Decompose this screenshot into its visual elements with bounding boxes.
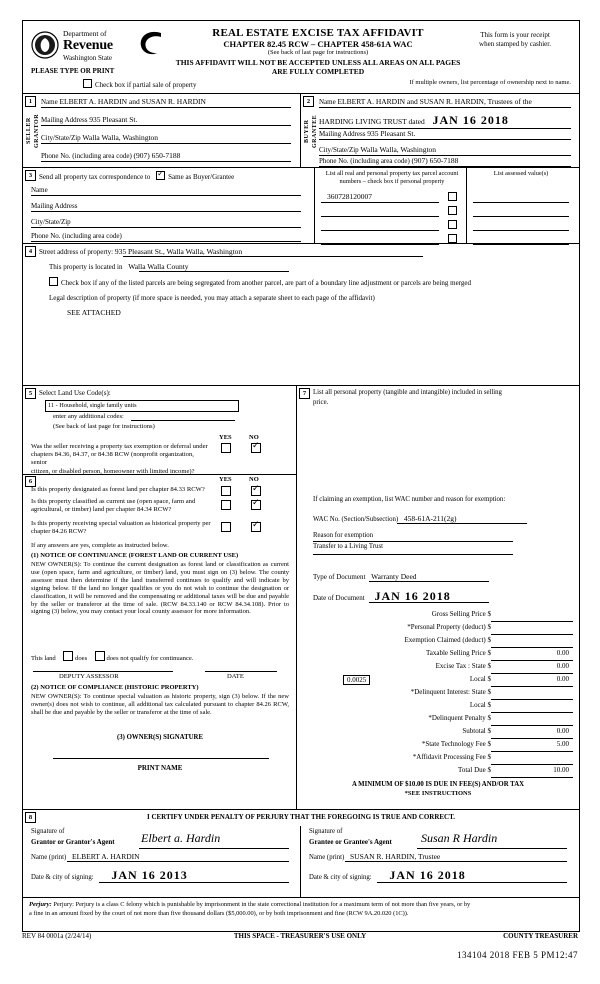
grantor-signature-block xyxy=(23,826,301,898)
reason-exemption-value[interactable]: Transfer to a Living Trust xyxy=(313,543,383,550)
parcel-personal-checkbox-2[interactable] xyxy=(448,206,457,215)
department-name xyxy=(63,29,113,62)
land-does-label: does xyxy=(75,655,88,662)
fee-row xyxy=(297,662,579,675)
tax-correspondence-section xyxy=(23,167,579,243)
perjury-line2: a fine in an amount fixed by the court of not more than five thousand dollars ($5,000.00), or by both imprisonment and fine (RCW 9A.20.020 (1C)). xyxy=(29,909,409,917)
seller-name-value[interactable]: ELBERT A. HARDIN and SUSAN R. HARDIN xyxy=(59,97,206,106)
deputy-date-label: DATE xyxy=(227,673,244,680)
legal-description-value[interactable]: SEE ATTACHED xyxy=(67,308,121,317)
fee-label-6: *Delinquent Interest: State $ xyxy=(410,688,491,696)
perjury-line1: Perjury: Perjury is a class C felony which is punishable by imprisonment in the state correctional institution for a maximum term of not more than five years, or by xyxy=(53,901,471,908)
box6-no-header: NO xyxy=(249,476,259,483)
fee-row xyxy=(297,740,579,753)
form-revision: REV 84 0001a (2/24/14) xyxy=(22,932,92,940)
minimum-due-line1: A MINIMUM OF $10.00 IS DUE IN FEE(S) AND/OR TAX xyxy=(351,781,525,788)
grantor-name-label: Name (print) xyxy=(31,854,67,861)
form-chapter: CHAPTER 82.45 RCW – CHAPTER 458-61A WAC xyxy=(223,39,413,49)
parcel-header-line2: numbers – check box if personal property xyxy=(339,177,445,185)
grantor-signature[interactable]: Elbert a. Hardin xyxy=(141,831,221,845)
seller-phone-label: Phone No. (including area code) xyxy=(41,152,132,160)
box6-q2-yes-checkbox[interactable] xyxy=(221,500,231,510)
grantee-sig-label2: Grantee or Grantee's Agent xyxy=(309,838,392,846)
box6-q1-no-checkbox[interactable] xyxy=(251,486,261,496)
certification-section xyxy=(23,809,579,897)
buyer-name-value[interactable]: ELBERT A. HARDIN and SUSAN R. HARDIN, Trustees of the xyxy=(337,97,532,106)
lower-section xyxy=(23,385,579,809)
fee-table xyxy=(297,610,579,779)
legal-description-label: Legal description of property (if more space is needed, you may attach a separate sheet to each page of the affidavit) xyxy=(49,294,375,302)
land-use-title: Select Land Use Code(s): xyxy=(39,389,111,397)
fee-value-9[interactable]: 0.00 xyxy=(556,727,569,735)
see-back-note: (See back of last page for instructions) xyxy=(267,49,369,56)
box6-question-2: Is this property classified as current use (open space, farm and agricultural, or timber) land per chapter 84.34 RCW? xyxy=(31,498,196,514)
seller-box-number: 1 xyxy=(25,96,36,107)
segregated-label: Check box if any of the listed parcels are being segregated from another parcel, are part of a boundary line adjustment or parcels are being merged xyxy=(61,279,471,287)
buyer-mailing-label: Mailing Address xyxy=(319,130,366,138)
grantor-sig-label1: Signature of xyxy=(31,828,65,835)
box5-question-line3: citizen, or disabled person, homeowner with limited income)? xyxy=(31,467,195,475)
street-address-label: Street address of property: xyxy=(39,248,114,256)
notice-compliance-text: NEW OWNER(S): To continue special valuation as historic property, sign (3) below. If the new owner(s) does not wish to continue, all additional tax calculated pursuant to chapter 84.26 RCW, shall be due and payable by the seller or transferor at the time of sale. xyxy=(31,692,289,716)
buyer-date-stamp: JAN 16 2018 xyxy=(432,113,509,127)
county-treasurer-label: COUNTY TREASURER xyxy=(503,932,578,940)
buyer-phone-value[interactable]: (907) 650-7188 xyxy=(411,156,459,165)
exemption-claim-label: If claiming an exemption, list WAC number and reason for exemption: xyxy=(313,496,506,503)
located-in-value[interactable]: Walla Walla County xyxy=(128,262,189,271)
segregated-checkbox[interactable] xyxy=(49,277,58,286)
fee-row xyxy=(297,766,579,779)
fee-label-11: *Affidavit Processing Fee $ xyxy=(412,753,491,761)
receipt-line1: This form is your receipt xyxy=(480,31,550,39)
parcel-header-line1: List all real and personal property tax parcel account xyxy=(325,170,459,177)
box6-yes-header: YES xyxy=(219,476,232,483)
perjury-notice: Perjury: Perjury: Perjury is a class C felony which is punishable by imprisonment in the state correctional institution for a maximum term of not more than five years, or by a fine in an amount fixed by the court of not more than five thousand dollars ($5,000.00), or by both imprisonment and fine (RCW 9A.20.020 (1C)). xyxy=(23,897,579,931)
buyer-citystatezip-value[interactable]: Walla Walla, Washington xyxy=(360,145,437,154)
reason-exemption-label: Reason for exemption xyxy=(313,532,374,539)
fee-label-9: Subtotal $ xyxy=(462,727,491,735)
certify-statement: I CERTIFY UNDER PENALTY OF PERJURY THAT THE FOREGOING IS TRUE AND CORRECT. xyxy=(146,813,455,821)
grantee-signature-block xyxy=(301,826,579,898)
box6-number: 6 xyxy=(25,476,36,487)
form-notice: THIS AFFIDAVIT WILL NOT BE ACCEPTED UNLESS ALL AREAS ON ALL PAGES ARE FULLY COMPLETED xyxy=(175,58,461,76)
assessed-values-column xyxy=(467,168,579,243)
grantee-sig-label1: Signature of xyxy=(309,828,343,835)
grantor-sig-label2: Grantor or Grantor's Agent xyxy=(31,838,115,846)
fee-row xyxy=(297,714,579,727)
grantor-date-label: Date & city of signing: xyxy=(31,874,94,881)
document-type-label: Type of Document xyxy=(313,573,366,581)
assessed-header: List assessed value(s) xyxy=(493,170,549,177)
property-address-section xyxy=(23,243,579,385)
correspondence-citystatezip-label: City/State/Zip xyxy=(31,218,71,226)
form-title-block xyxy=(173,27,463,76)
fee-value-3[interactable]: 0.00 xyxy=(556,649,569,657)
box6-if-any: If any answers are yes, complete as instructed below. xyxy=(31,542,169,549)
additional-codes-label: enter any additional codes: xyxy=(53,413,124,420)
buyer-name-value2[interactable]: HARDING LIVING TRUST dated xyxy=(319,117,425,126)
fee-row xyxy=(297,688,579,701)
correspondence-phone-label: Phone No. (including area code) xyxy=(31,232,122,240)
minimum-due-line2: *SEE INSTRUCTIONS xyxy=(404,790,472,797)
box5-number: 5 xyxy=(25,388,36,399)
seller-mailing-value[interactable]: 935 Pleasant St. xyxy=(89,115,138,124)
fee-row xyxy=(297,701,579,714)
document-date-label: Date of Document xyxy=(313,594,365,602)
revenue-swirl-icon xyxy=(135,27,169,61)
located-in-label: This property is located in xyxy=(49,263,123,271)
box5-no-checkbox[interactable] xyxy=(251,443,261,453)
document-date-value: JAN 16 2018 xyxy=(374,589,451,603)
department-line3: Washington State xyxy=(63,54,113,62)
fee-row xyxy=(297,649,579,662)
correspondence-left xyxy=(23,168,315,243)
grantee-name-value[interactable]: SUSAN R. HARDIN, Trustee xyxy=(350,852,441,861)
form-title: REAL ESTATE EXCISE TAX AFFIDAVIT xyxy=(212,27,424,39)
fee-value-5[interactable]: 0.00 xyxy=(556,675,569,683)
buyer-name-label: Name xyxy=(319,98,336,106)
form-header xyxy=(23,21,579,93)
document-type-value[interactable]: Warranty Deed xyxy=(371,572,417,581)
washington-state-seal-icon xyxy=(31,31,59,59)
seller-mailing-label: Mailing Address xyxy=(41,116,88,124)
parcel-personal-checkbox-1[interactable] xyxy=(448,192,457,201)
seller-citystatezip-label: City/State/Zip xyxy=(41,134,81,142)
correspondence-name-label: Name xyxy=(31,186,48,194)
box6-question-1: Is this property designated as forest land per chapter 84.33 RCW? xyxy=(31,486,205,493)
left-column xyxy=(23,386,297,809)
qualify-label: qualify for continuance. xyxy=(130,655,194,662)
box5-question-line2: chapters 84.36, 84.37, or 84.38 RCW (nonprofit organization, senior xyxy=(31,451,194,467)
partial-sale-option[interactable] xyxy=(83,79,196,89)
seller-phone-value[interactable]: (907) 650-7188 xyxy=(133,151,181,160)
seller-section xyxy=(23,93,301,167)
seller-vertical-label: SELLER GRANTOR xyxy=(26,113,40,149)
print-name-label: PRINT NAME xyxy=(137,764,183,772)
fee-value-10[interactable]: 5.00 xyxy=(556,740,569,748)
box5-yes-checkbox[interactable] xyxy=(221,443,231,453)
land-use-code-select[interactable] xyxy=(45,400,239,412)
fee-label-8: *Delinquent Penalty $ xyxy=(428,714,491,722)
fee-label-10: *State Technology Fee $ xyxy=(421,740,491,748)
box7-number: 7 xyxy=(299,388,310,399)
street-address-value[interactable]: 935 Pleasant St., Walla Walla, Washington xyxy=(114,247,243,256)
parcel-personal-checkbox-4[interactable] xyxy=(448,234,457,243)
department-line1: Department of xyxy=(63,29,107,38)
fee-row xyxy=(297,636,579,649)
land-use-code-value: 11 - Household, single family units xyxy=(48,402,137,409)
deputy-assessor-label: DEPUTY ASSESSOR xyxy=(59,673,119,680)
fee-row xyxy=(297,727,579,740)
fee-row xyxy=(297,753,579,766)
fee-label-2: Exemption Claimed (deduct) $ xyxy=(404,636,491,644)
grantee-name-label: Name (print) xyxy=(309,854,345,861)
box5-yes-header: YES xyxy=(219,434,232,441)
same-as-buyer-label: Same as Buyer/Grantee xyxy=(168,173,235,181)
grantor-name-value[interactable]: ELBERT A. HARDIN xyxy=(72,852,140,861)
fee-row xyxy=(297,623,579,636)
box5-no-header: NO xyxy=(249,434,259,441)
land-does-checkbox[interactable] xyxy=(63,651,73,661)
seller-name-label: Name xyxy=(41,98,58,106)
box5-question-line1: Was the seller receiving a property tax exemption or deferral under xyxy=(31,443,208,450)
grantee-signature[interactable]: Susan R Hardin xyxy=(421,831,498,845)
box6-q2-no-checkbox[interactable] xyxy=(251,500,261,510)
box4-number: 4 xyxy=(25,246,36,257)
correspondence-mailing-label: Mailing Address xyxy=(31,202,78,210)
fee-row xyxy=(297,610,579,623)
fee-label-1: *Personal Property (deduct) $ xyxy=(407,623,491,631)
type-or-print-label: PLEASE TYPE OR PRINT xyxy=(31,67,115,75)
this-land-label: This land xyxy=(31,655,56,662)
grantee-date-value: JAN 16 2018 xyxy=(389,868,466,882)
owner-signature-heading: (3) OWNER(S) SIGNATURE xyxy=(117,734,203,741)
box5-see-back: (See back of last page for instructions) xyxy=(53,423,155,430)
send-correspondence-label: Send all property tax correspondence to xyxy=(39,173,151,181)
notice-continuance-text: NEW OWNER(S): To continue the current designation as forest land or classification as current use (open space, farm and agriculture, or timber) land, you must sign on (3) below. The county assessor must then determine if the land transferred continues to qualify and will indicate by signing below. If the land no longer qualifies or you do not wish to continue the designation or classification, it will be removed and the compensating or additional taxes will be due and payable by the seller or transferor at the time of sale. (RCW 84.33.140 or RCW 84.34.108). Prior to signing (3) below, you may contact your local county assessor for more information. xyxy=(31,560,289,616)
excise-tax-rate[interactable]: 0.0025 xyxy=(343,675,370,685)
buyer-section xyxy=(301,93,579,167)
personal-property-line2: price. xyxy=(313,399,329,406)
box3-number: 3 xyxy=(25,170,36,181)
treasurer-use-label: THIS SPACE - TREASURER'S USE ONLY xyxy=(233,932,367,940)
personal-property-line1: List all personal property (tangible and intangible) included in selling xyxy=(313,389,502,396)
box6-question-3: Is this property receiving special valuation as historical property per chapter 84.26 RCW? xyxy=(31,520,211,536)
seller-citystatezip-value[interactable]: Walla Walla, Washington xyxy=(82,133,159,142)
right-column xyxy=(297,386,579,809)
partial-sale-checkbox[interactable] xyxy=(83,79,92,88)
land-does-not-checkbox[interactable] xyxy=(95,651,105,661)
fee-label-4: Excise Tax : State $ xyxy=(435,662,491,670)
buyer-citystatezip-label: City/State/Zip xyxy=(319,146,359,154)
same-as-buyer-checkbox[interactable] xyxy=(156,171,165,180)
grantor-date-value: JAN 16 2013 xyxy=(111,868,188,882)
wac-number-value[interactable]: 458-61A-211(2g) xyxy=(403,514,457,523)
receipt-line2: when stamped by cashier. xyxy=(479,40,551,49)
department-line2: Revenue xyxy=(63,38,113,53)
fee-value-4[interactable]: 0.00 xyxy=(556,662,569,670)
box6-q3-yes-checkbox[interactable] xyxy=(221,522,231,532)
box6-q3-no-checkbox[interactable] xyxy=(251,522,261,532)
grantee-date-label: Date & city of signing: xyxy=(309,874,372,881)
notice-continuance-heading: (1) NOTICE OF CONTINUANCE (FOREST LAND OR CURRENT USE) xyxy=(31,552,239,559)
fee-label-5: Local $ xyxy=(469,675,491,683)
fee-label-7: Local $ xyxy=(469,701,491,709)
buyer-phone-label: Phone No. (including area code) xyxy=(319,157,410,165)
fee-value-12[interactable]: 10.00 xyxy=(553,766,569,774)
land-does-not-label: does not xyxy=(106,655,129,662)
box6-q1-yes-checkbox[interactable] xyxy=(221,486,231,496)
partial-sale-label: Check box if partial sale of property xyxy=(95,81,197,89)
wac-number-label: WAC No. (Section/Subsection) xyxy=(313,516,399,523)
box8-number: 8 xyxy=(25,812,36,823)
buyer-mailing-value[interactable]: 935 Pleasant St. xyxy=(367,129,416,138)
parcel-number-1[interactable]: 360728120007 xyxy=(327,192,372,201)
fee-row xyxy=(297,675,579,688)
parcel-personal-checkbox-3[interactable] xyxy=(448,220,457,229)
multiple-owners-note: If multiple owners, list percentage of ownership next to name. xyxy=(409,79,571,86)
notice-compliance-heading: (2) NOTICE OF COMPLIANCE (HISTORIC PROPERTY) xyxy=(31,684,199,691)
affidavit-form xyxy=(22,20,580,932)
buyer-box-number: 2 xyxy=(303,96,314,107)
fee-label-12: Total Due $ xyxy=(458,766,491,774)
fee-label-0: Gross Selling Price $ xyxy=(431,610,491,618)
fee-label-3: Taxable Selling Price $ xyxy=(425,649,491,657)
buyer-vertical-label: BUYER GRANTEE xyxy=(304,114,318,148)
parcel-numbers-column xyxy=(315,168,467,243)
receipt-note xyxy=(461,31,569,50)
treasurer-stamp: 134104 2018 FEB 5 PM12:47 xyxy=(456,950,578,960)
